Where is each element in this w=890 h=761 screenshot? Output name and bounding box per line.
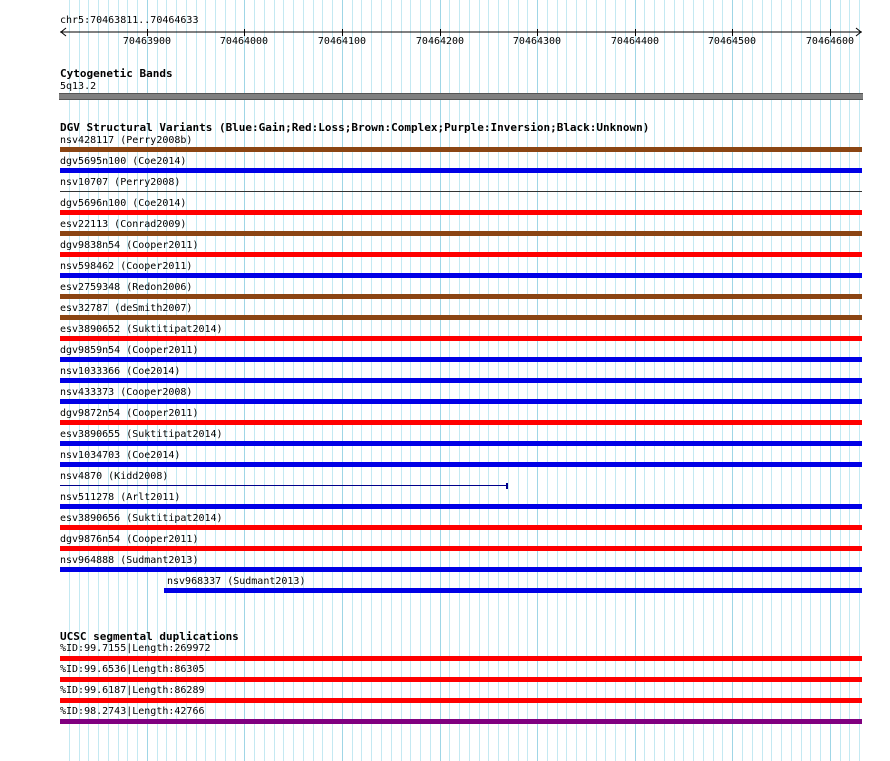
ruler-tick-label: 70464600	[805, 36, 855, 47]
dgv-feature-bar[interactable]	[60, 399, 862, 404]
ruler-tick-mark	[537, 29, 538, 36]
dgv-feature-label[interactable]: nsv4870 (Kidd2008)	[60, 471, 169, 482]
segdup-feature-bar[interactable]	[60, 656, 862, 661]
dgv-feature-label[interactable]: nsv511278 (Arlt2011)	[60, 492, 181, 503]
dgv-feature-bar[interactable]	[60, 191, 862, 192]
dgv-feature-label[interactable]: dgv9876n54 (Cooper2011)	[60, 534, 199, 545]
dgv-track-title[interactable]: DGV Structural Variants (Blue:Gain;Red:Loss;Brown:Complex;Purple:Inversion;Black:Unknown)	[60, 121, 650, 134]
dgv-feature-label[interactable]: nsv10707 (Perry2008)	[60, 177, 181, 188]
dgv-feature-label[interactable]: nsv1034703 (Coe2014)	[60, 450, 181, 461]
ruler-tick-label: 70464300	[512, 36, 562, 47]
ruler-tick-mark	[440, 29, 441, 36]
dgv-feature-bar[interactable]	[60, 315, 862, 320]
ruler-tick-label: 70464200	[415, 36, 465, 47]
dgv-feature-label[interactable]: dgv5696n100 (Coe2014)	[60, 198, 187, 209]
dgv-feature-label[interactable]: esv3890652 (Suktitipat2014)	[60, 324, 223, 335]
cytoband-label: 5q13.2	[60, 81, 97, 92]
dgv-feature-label[interactable]: dgv9872n54 (Cooper2011)	[60, 408, 199, 419]
dgv-feature-bar[interactable]	[60, 525, 862, 530]
dgv-feature-bar[interactable]	[60, 546, 862, 551]
dgv-feature-bar[interactable]	[60, 441, 862, 446]
ruler-range-label: chr5:70463811..70464633	[60, 15, 199, 26]
dgv-feature-bar[interactable]	[164, 588, 862, 593]
dgv-feature-bar[interactable]	[60, 420, 862, 425]
segdup-feature-label[interactable]: %ID:99.6536|Length:86305	[60, 664, 205, 675]
dgv-feature-label[interactable]: dgv9859n54 (Cooper2011)	[60, 345, 199, 356]
dgv-feature-label[interactable]: dgv5695n100 (Coe2014)	[60, 156, 187, 167]
segdup-feature-label[interactable]: %ID:99.6187|Length:86289	[60, 685, 205, 696]
ruler-tick-mark	[244, 29, 245, 36]
dgv-feature-bar[interactable]	[60, 378, 862, 383]
dgv-feature-bar[interactable]	[60, 273, 862, 278]
dgv-feature-label[interactable]: nsv1033366 (Coe2014)	[60, 366, 181, 377]
segdup-feature-label[interactable]: %ID:98.2743|Length:42766	[60, 706, 205, 717]
dgv-feature-bar[interactable]	[60, 231, 862, 236]
ruler-tick-mark	[342, 29, 343, 36]
dgv-feature-bar[interactable]	[60, 485, 507, 486]
dgv-feature-bar[interactable]	[60, 294, 862, 299]
dgv-feature-bar[interactable]	[60, 147, 862, 152]
dgv-feature-label[interactable]: nsv964888 (Sudmant2013)	[60, 555, 199, 566]
ruler-tick-label: 70464100	[317, 36, 367, 47]
ruler-tick-mark	[147, 29, 148, 36]
dgv-feature-label[interactable]: esv22113 (Conrad2009)	[60, 219, 187, 230]
dgv-feature-label[interactable]: esv3890656 (Suktitipat2014)	[60, 513, 223, 524]
ruler-tick-label: 70463900	[122, 36, 172, 47]
dgv-feature-bar[interactable]	[60, 210, 862, 215]
dgv-feature-bar[interactable]	[60, 336, 862, 341]
dgv-feature-label[interactable]: esv32787 (deSmith2007)	[60, 303, 193, 314]
ruler-tick-mark	[635, 29, 636, 36]
segdup-track-title[interactable]: UCSC segmental duplications	[60, 630, 239, 643]
dgv-feature-label[interactable]: dgv9838n54 (Cooper2011)	[60, 240, 199, 251]
dgv-feature-label[interactable]: nsv598462 (Cooper2011)	[60, 261, 193, 272]
dgv-feature-bar[interactable]	[60, 357, 862, 362]
cytoband-bar[interactable]	[59, 93, 863, 100]
dgv-feature-endcap	[506, 483, 508, 489]
dgv-feature-label[interactable]: nsv433373 (Cooper2008)	[60, 387, 193, 398]
dgv-feature-bar[interactable]	[60, 462, 862, 467]
ruler-tick-mark	[732, 29, 733, 36]
segdup-feature-bar[interactable]	[60, 719, 862, 724]
dgv-feature-label[interactable]: nsv428117 (Perry2008b)	[60, 135, 193, 146]
dgv-feature-bar[interactable]	[60, 252, 862, 257]
ruler-tick-mark	[830, 29, 831, 36]
dgv-feature-label[interactable]: nsv968337 (Sudmant2013)	[167, 576, 306, 587]
segdup-feature-label[interactable]: %ID:99.7155|Length:269972	[60, 643, 211, 654]
cytoband-track-title[interactable]: Cytogenetic Bands	[60, 67, 173, 80]
segdup-feature-bar[interactable]	[60, 677, 862, 682]
dgv-feature-bar[interactable]	[60, 504, 862, 509]
segdup-feature-bar[interactable]	[60, 698, 862, 703]
ruler-tick-label: 70464400	[610, 36, 660, 47]
ruler-tick-label: 70464000	[219, 36, 269, 47]
dgv-feature-bar[interactable]	[60, 567, 862, 572]
dgv-feature-label[interactable]: esv2759348 (Redon2006)	[60, 282, 193, 293]
dgv-feature-bar[interactable]	[60, 168, 862, 173]
ruler-tick-label: 70464500	[707, 36, 757, 47]
dgv-feature-label[interactable]: esv3890655 (Suktitipat2014)	[60, 429, 223, 440]
